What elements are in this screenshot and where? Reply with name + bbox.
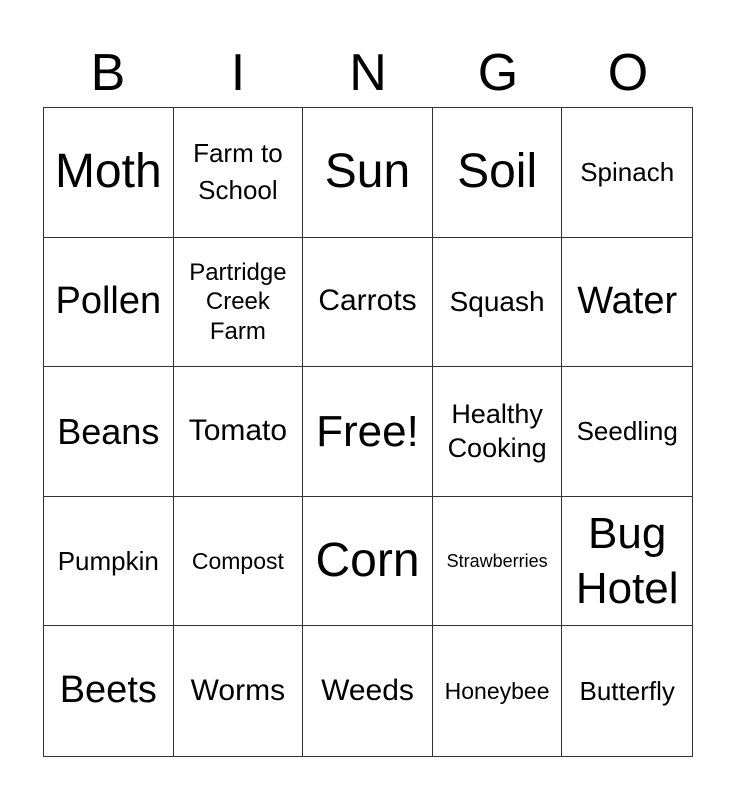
cell-label: Farm to School [193, 138, 283, 206]
header-letter-g: G [477, 44, 519, 102]
cell-label: Pollen [55, 280, 162, 323]
cell-label: Soil [457, 145, 538, 199]
cell-label: Compost [191, 547, 284, 574]
cell-label: Carrots [318, 284, 417, 318]
header-letter-i: I [230, 44, 246, 102]
cell-label: Healthy Cooking [447, 399, 547, 464]
bingo-cell-bug-hotel[interactable] [562, 497, 692, 627]
bingo-cell-corn[interactable] [303, 497, 433, 627]
cell-label: Bug Hotel [575, 509, 679, 614]
bingo-cell-sun[interactable] [303, 108, 433, 238]
bingo-cell-butterfly[interactable] [562, 626, 692, 756]
bingo-header [43, 40, 693, 106]
bingo-cell-carrots[interactable] [303, 238, 433, 368]
cell-label: Seedling [576, 416, 678, 447]
bingo-cell-strawberries[interactable] [433, 497, 563, 627]
header-letter-o: O [607, 44, 649, 102]
bingo-cell-spinach[interactable] [562, 108, 692, 238]
bingo-cell-water[interactable] [562, 238, 692, 368]
cell-label: Spinach [580, 157, 675, 188]
cell-label: Worms [190, 673, 286, 707]
bingo-cell-moth[interactable] [44, 108, 174, 238]
bingo-cell-pumpkin[interactable] [44, 497, 174, 627]
bingo-cell-squash[interactable] [433, 238, 563, 368]
bingo-cell-worms[interactable] [174, 626, 304, 756]
bingo-cell-beets[interactable] [44, 626, 174, 756]
bingo-cell-weeds[interactable] [303, 626, 433, 756]
bingo-cell-farm-to-school[interactable] [174, 108, 304, 238]
cell-label: Strawberries [446, 550, 548, 571]
cell-label: Tomato [188, 414, 288, 448]
cell-label: Sun [324, 145, 411, 199]
cell-label: Beans [57, 410, 160, 452]
bingo-cell-pollen[interactable] [44, 238, 174, 368]
cell-label: Corn [315, 534, 420, 588]
bingo-cell-honeybee[interactable] [433, 626, 563, 756]
bingo-board [43, 107, 693, 757]
bingo-cell-beans[interactable] [44, 367, 174, 497]
header-letter-b: B [90, 44, 126, 102]
cell-label: Butterfly [579, 676, 675, 707]
cell-label: Beets [59, 669, 157, 712]
bingo-cell-seedling[interactable] [562, 367, 692, 497]
cell-label: Free! [316, 406, 419, 456]
bingo-cell-partridge-creek-farm[interactable] [174, 238, 304, 368]
header-letter-n: N [349, 44, 387, 102]
bingo-cell-healthy-cooking[interactable] [433, 367, 563, 497]
cell-label: Water [577, 280, 678, 323]
bingo-cell-tomato[interactable] [174, 367, 304, 497]
bingo-cell-free[interactable] [303, 367, 433, 497]
cell-label: Pumpkin [57, 546, 159, 577]
cell-label: Moth [54, 145, 162, 199]
bingo-cell-soil[interactable] [433, 108, 563, 238]
cell-label: Partridge Creek Farm [189, 258, 287, 345]
bingo-cell-compost[interactable] [174, 497, 304, 627]
cell-label: Honeybee [444, 677, 550, 704]
cell-label: Squash [449, 286, 545, 318]
cell-label: Weeds [321, 673, 414, 707]
